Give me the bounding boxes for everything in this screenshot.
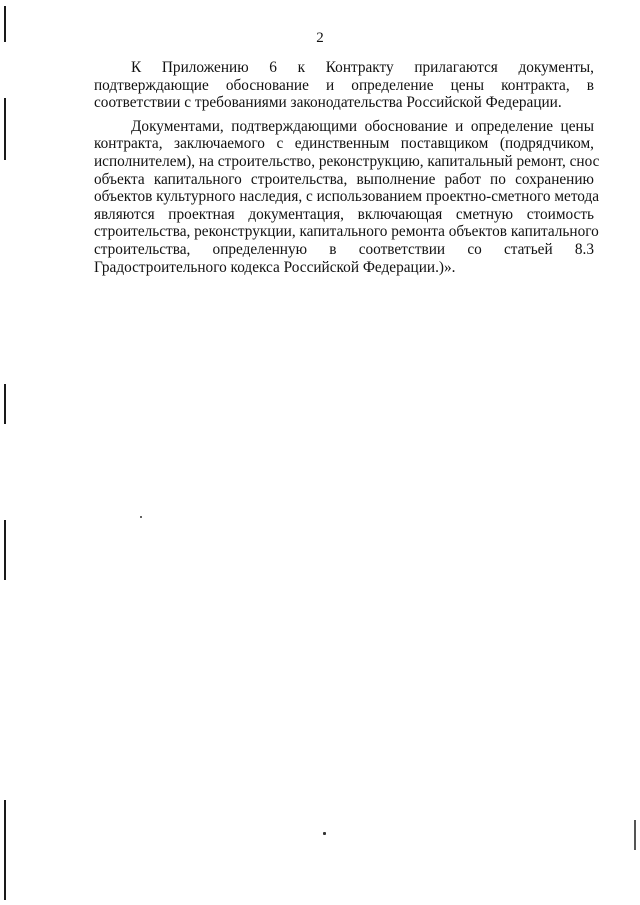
text-line: являются проектная документация, включающая сметную стоимость	[94, 205, 594, 223]
text-line: строительства, реконструкции, капитального ремонта объектов капитального	[94, 223, 599, 241]
text-line: строительства, определенную в соответствии со статьей 8.3	[94, 240, 594, 258]
scan-speck	[140, 516, 142, 518]
scan-speck	[323, 832, 326, 835]
scan-edge-mark	[4, 384, 6, 424]
text-line: контракта, заключаемого с единственным поставщиком (подрядчиком,	[94, 135, 594, 153]
text-line: подтверждающие обоснование и определение цены контракта, в	[94, 76, 594, 94]
scan-edge-mark	[4, 98, 6, 160]
text-line: исполнителем), на строительство, реконструкцию, капитальный ремонт, снос	[94, 152, 600, 170]
scan-edge-mark	[4, 520, 6, 580]
scan-edge-mark	[634, 820, 636, 850]
document-body	[94, 59, 600, 282]
scan-edge-mark	[4, 800, 6, 900]
text-line: объектов культурного наследия, с использованием проектно-сметного метода	[94, 188, 600, 206]
text-line: объекта капитального строительства, выполнение работ по сохранению	[94, 170, 594, 188]
text-line: Градостроительного кодекса Российской Федерации.)».	[94, 258, 456, 276]
paragraph-2	[94, 117, 600, 276]
paragraph-1	[94, 59, 594, 112]
page-number: 2	[316, 30, 324, 46]
text-line: К Приложению 6 к Контракту прилагаются документы,	[131, 59, 594, 76]
text-line: Документами, подтверждающими обоснование и определение цены	[131, 117, 594, 135]
text-line: соответствии с требованиями законодательства Российской Федерации.	[94, 94, 562, 112]
